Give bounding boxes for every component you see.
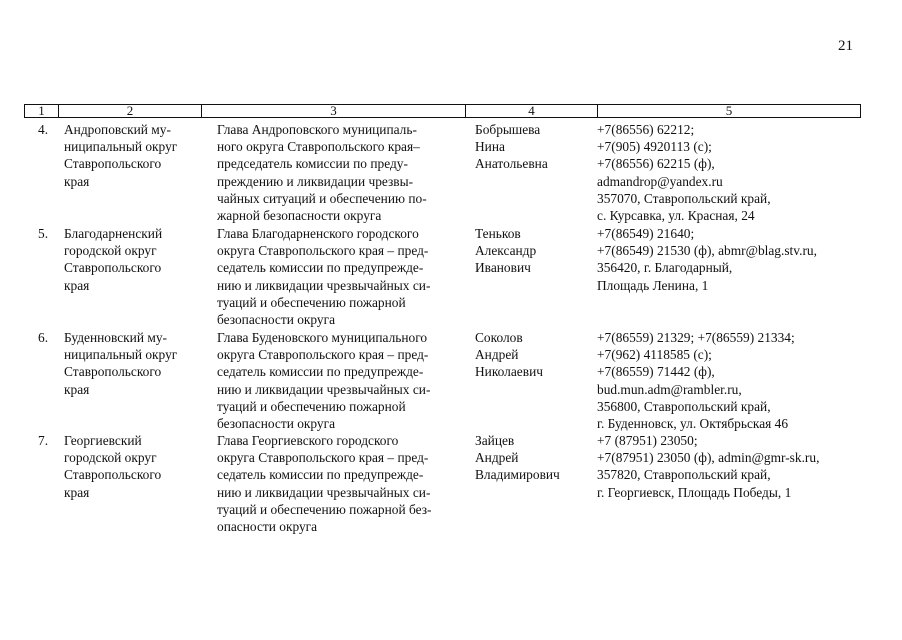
position-line: туаций и обеспечению пожарной bbox=[217, 398, 406, 414]
contacts-cell bbox=[597, 225, 817, 294]
position-line: округа Ставропольского края – пред- bbox=[217, 450, 429, 466]
position-line: нию и ликвидации чрезвычайных си- bbox=[217, 484, 431, 500]
row-number: 6. bbox=[38, 330, 49, 345]
contact-line: 356420, г. Благодарный, bbox=[597, 260, 733, 276]
region-line: края bbox=[64, 484, 90, 500]
contact-line: +7(905) 4920113 (с); bbox=[597, 139, 712, 155]
position-line: безопасности округа bbox=[217, 416, 336, 432]
region-cell bbox=[64, 432, 161, 501]
region-line: края bbox=[64, 277, 90, 293]
position-line: Глава Георгиевского городского bbox=[217, 433, 399, 448]
contacts-cell bbox=[597, 121, 771, 224]
position-line: седатель комиссии по предупрежде- bbox=[217, 364, 424, 380]
position-cell bbox=[217, 225, 430, 328]
position-line: жарной безопасности округа bbox=[217, 208, 382, 224]
position-line: нию и ликвидации чрезвычайных си- bbox=[217, 381, 431, 397]
region-cell bbox=[64, 121, 177, 190]
region-line: края bbox=[64, 173, 90, 189]
contact-line: +7(86556) 62215 (ф), bbox=[597, 156, 715, 172]
region-line: городской округ bbox=[64, 450, 157, 466]
position-line: безопасности округа bbox=[217, 312, 336, 328]
contact-line: 357820, Ставропольский край, bbox=[597, 467, 771, 483]
position-line: округа Ставропольского края – пред- bbox=[217, 243, 429, 259]
region-line: Ставропольского bbox=[64, 156, 162, 172]
position-line: туаций и обеспечению пожарной bbox=[217, 294, 406, 310]
region-line: ниципальный округ bbox=[64, 139, 178, 155]
position-line: седатель комиссии по предупрежде- bbox=[217, 467, 424, 483]
contact-line: 357070, Ставропольский край, bbox=[597, 190, 771, 206]
position-line: ного округа Ставропольского края– bbox=[217, 139, 420, 155]
region-line: Ставропольского bbox=[64, 467, 162, 483]
contact-line: г. Георгиевск, Площадь Победы, 1 bbox=[597, 484, 792, 500]
person-line: Соколов bbox=[475, 330, 523, 345]
header-cell: 2 bbox=[59, 105, 202, 117]
contact-line: с. Курсавка, ул. Красная, 24 bbox=[597, 208, 755, 224]
region-line: Буденновский му- bbox=[64, 330, 167, 345]
position-line: председатель комиссии по преду- bbox=[217, 156, 408, 172]
person-line: Владимирович bbox=[475, 467, 560, 483]
page-number: 21 bbox=[838, 38, 853, 54]
contact-line: +7(86559) 21329; +7(86559) 21334; bbox=[597, 330, 795, 345]
position-line: Глава Андроповского муниципаль- bbox=[217, 122, 417, 137]
header-cell: 4 bbox=[466, 105, 598, 117]
contact-line: +7(86549) 21640; bbox=[597, 226, 695, 241]
row-number: 7. bbox=[38, 433, 49, 448]
person-line: Иванович bbox=[475, 260, 531, 276]
position-line: нию и ликвидации чрезвычайных си- bbox=[217, 277, 431, 293]
person-line: Бобрышева bbox=[475, 122, 541, 137]
position-cell bbox=[217, 329, 430, 432]
contacts-cell bbox=[597, 329, 795, 432]
person-cell bbox=[475, 121, 548, 173]
person-line: Теньков bbox=[475, 226, 521, 241]
position-line: Глава Буденовского муниципального bbox=[217, 330, 428, 345]
header-cell: 1 bbox=[25, 105, 59, 117]
region-line: Ставропольского bbox=[64, 260, 162, 276]
region-line: Георгиевский bbox=[64, 433, 142, 448]
contact-line: bud.mun.adm@rambler.ru, bbox=[597, 381, 742, 397]
position-cell bbox=[217, 432, 431, 535]
contact-line: +7(86556) 62212; bbox=[597, 122, 695, 137]
contact-line: 356800, Ставропольский край, bbox=[597, 398, 771, 414]
contact-line: Площадь Ленина, 1 bbox=[597, 277, 709, 293]
contact-line: +7(86559) 71442 (ф), bbox=[597, 364, 715, 380]
row-number: 5. bbox=[38, 226, 49, 241]
position-line: округа Ставропольского края – пред- bbox=[217, 347, 429, 363]
person-line: Нина bbox=[475, 139, 505, 155]
contact-line: +7(86549) 21530 (ф), abmr@blag.stv.ru, bbox=[597, 243, 817, 259]
region-line: Андроповский му- bbox=[64, 122, 171, 137]
region-cell bbox=[64, 225, 162, 294]
contact-line: +7(962) 4118585 (с); bbox=[597, 347, 712, 363]
person-line: Анатольевна bbox=[475, 156, 548, 172]
row-number: 4. bbox=[38, 122, 49, 137]
person-line: Зайцев bbox=[475, 433, 515, 448]
region-line: Ставропольского bbox=[64, 364, 162, 380]
header-cell: 5 bbox=[725, 103, 733, 118]
position-line: опасности округа bbox=[217, 519, 318, 535]
person-line: Николаевич bbox=[475, 364, 543, 380]
contacts-cell bbox=[597, 432, 819, 501]
contact-line: +7(87951) 23050 (ф), admin@gmr-sk.ru, bbox=[597, 450, 820, 466]
contact-line: admandrop@yandex.ru bbox=[597, 173, 723, 189]
position-line: преждению и ликвидации чрезвы- bbox=[217, 173, 414, 189]
region-cell bbox=[64, 329, 177, 398]
person-line: Андрей bbox=[475, 450, 519, 466]
person-cell bbox=[475, 329, 543, 381]
contact-line: г. Буденновск, ул. Октябрьская 46 bbox=[597, 416, 789, 432]
person-cell bbox=[475, 432, 560, 484]
region-line: края bbox=[64, 381, 90, 397]
person-line: Андрей bbox=[475, 347, 519, 363]
position-line: чайных ситуаций и обеспечению по- bbox=[217, 190, 427, 206]
position-line: туаций и обеспечению пожарной без- bbox=[217, 501, 432, 517]
person-line: Александр bbox=[475, 243, 537, 259]
region-line: городской округ bbox=[64, 243, 157, 259]
contact-line: +7 (87951) 23050; bbox=[597, 433, 698, 448]
header-cell: 3 bbox=[202, 105, 466, 117]
table-header-row bbox=[24, 104, 861, 118]
position-line: Глава Благодарненского городского bbox=[217, 226, 419, 241]
person-cell bbox=[475, 225, 536, 277]
region-line: Благодарненский bbox=[64, 226, 163, 241]
position-cell bbox=[217, 121, 427, 224]
position-line: седатель комиссии по предупрежде- bbox=[217, 260, 424, 276]
region-line: ниципальный округ bbox=[64, 347, 178, 363]
